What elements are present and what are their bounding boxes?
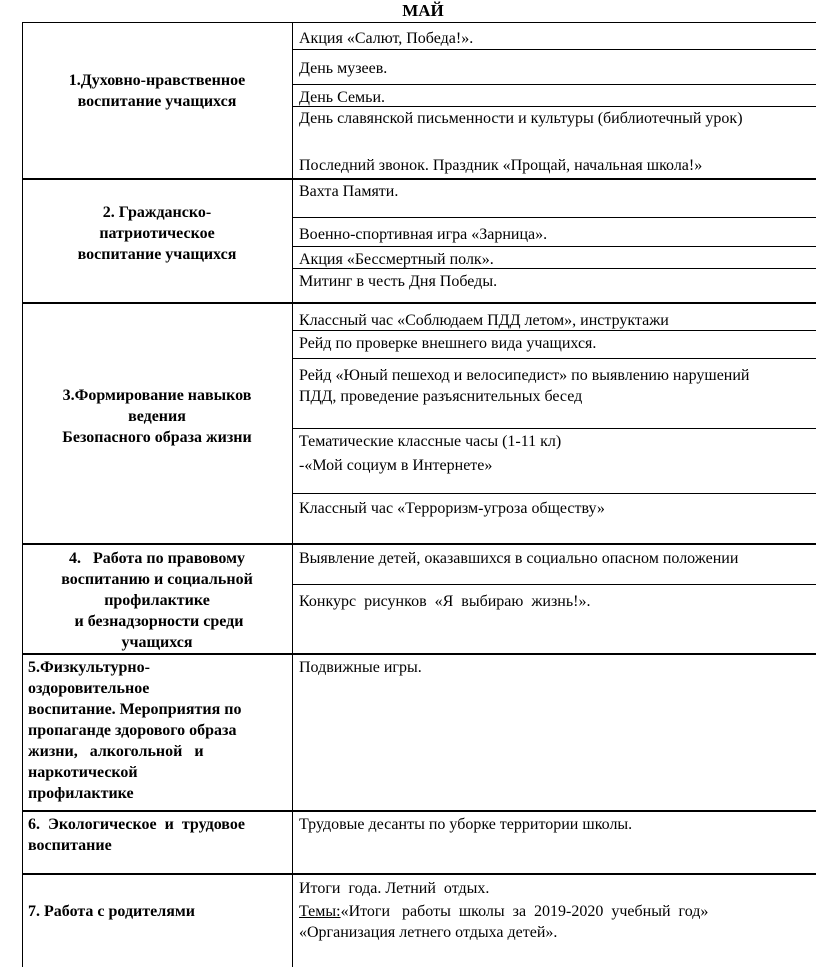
section-5-category-line: профилактике: [28, 785, 134, 802]
section-7-category: 7. Работа с родителями: [28, 903, 195, 920]
section-4-activity-1: Выявление детей, оказавшихся в социально опасном положении: [299, 550, 739, 567]
section-2-activity-1: Вахта Памяти.: [299, 183, 399, 200]
section-6-category-line: воспитание: [28, 837, 112, 854]
section-7-activity-1: Итоги года. Летний отдых.: [299, 880, 490, 897]
section-2-activity-3: Акция «Бессмертный полк».: [299, 251, 494, 268]
section-3-activity-3: Рейд «Юный пешеход и велосипедист» по выявлению нарушений: [299, 367, 750, 384]
section-3-category-line: Безопасного образа жизни: [62, 429, 252, 446]
section-7-topic-1: «Итоги работы школы за 2019-2020 учебный год»: [340, 903, 709, 920]
section-7-activity-2: [299, 901, 708, 922]
section-4-category-line: 4. Работа по правовому: [69, 550, 245, 567]
section-5-category: [28, 657, 284, 804]
section-5-category-line: 5.Физкультурно-: [28, 659, 150, 676]
section-3-activity-3-cont: ПДД, проведение разъяснительных бесед: [299, 388, 583, 405]
page-title: МАЙ: [402, 1, 444, 20]
section-1-activity-4: День славянской письменности и культуры (библиотечный урок): [299, 110, 743, 127]
section-4-category-line: профилактике: [104, 592, 210, 609]
section-1-activity-5: Последний звонок. Праздник «Прощай, начальная школа!»: [299, 157, 703, 174]
section-4-category-line: учащихся: [121, 634, 193, 651]
section-6-activity-1: Трудовые десанты по уборке территории школы.: [299, 816, 633, 833]
section-3-category: [26, 385, 288, 448]
section-3-activity-1: Классный час «Соблюдаем ПДД летом», инструктажи: [299, 312, 669, 329]
section-2-activity-4: Митинг в честь Дня Победы.: [299, 273, 498, 290]
section-3-activity-4: Тематические классные часы (1-11 кл): [299, 433, 562, 450]
section-5-category-line: оздоровительное: [28, 680, 150, 697]
section-6-category-line: 6. Экологическое и трудовое: [28, 816, 245, 833]
section-7-topics-label: Темы:: [299, 903, 341, 920]
section-4-activity-2: Конкурс рисунков «Я выбираю жизнь!».: [299, 593, 591, 610]
section-7-activity-3: «Организация летнего отдыха детей».: [299, 924, 558, 941]
section-1-category: 1.Духовно-нравственное воспитание учащихся: [68, 72, 246, 110]
section-5-category-line: наркотической: [28, 764, 138, 781]
section-4-category-line: и безнадзорности среди: [70, 613, 244, 630]
section-1-activity-3: День Семьи.: [299, 89, 386, 106]
section-5-category-line: воспитание. Мероприятия по: [28, 701, 242, 718]
section-3-activity-5: Классный час «Терроризм-угроза обществу»: [299, 500, 605, 517]
section-6-category: [28, 814, 284, 856]
section-1-activity-2: День музеев.: [299, 60, 388, 77]
section-4-category-line: воспитанию и социальной: [61, 571, 253, 588]
section-5-category-line: пропаганде здорового образа: [28, 722, 237, 739]
section-2-activity-2: Военно-спортивная игра «Зарница».: [299, 226, 548, 243]
section-5-activity-1: Подвижные игры.: [299, 659, 422, 676]
section-5-category-line: жизни, алкогольной и: [28, 743, 204, 760]
section-3-category-line: ведения: [128, 408, 186, 425]
section-1-activity-1: Акция «Салют, Победа!».: [299, 30, 474, 47]
section-3-category-line: 3.Формирование навыков: [62, 387, 252, 404]
section-2-category: 2. Гражданско-патриотическое воспитание учащихся: [77, 204, 237, 263]
section-3-activity-4-cont: -«Мой социум в Интернете»: [299, 457, 493, 474]
section-3-activity-2: Рейд по проверке внешнего вида учащихся.: [299, 335, 597, 352]
section-4-category: [26, 548, 288, 653]
